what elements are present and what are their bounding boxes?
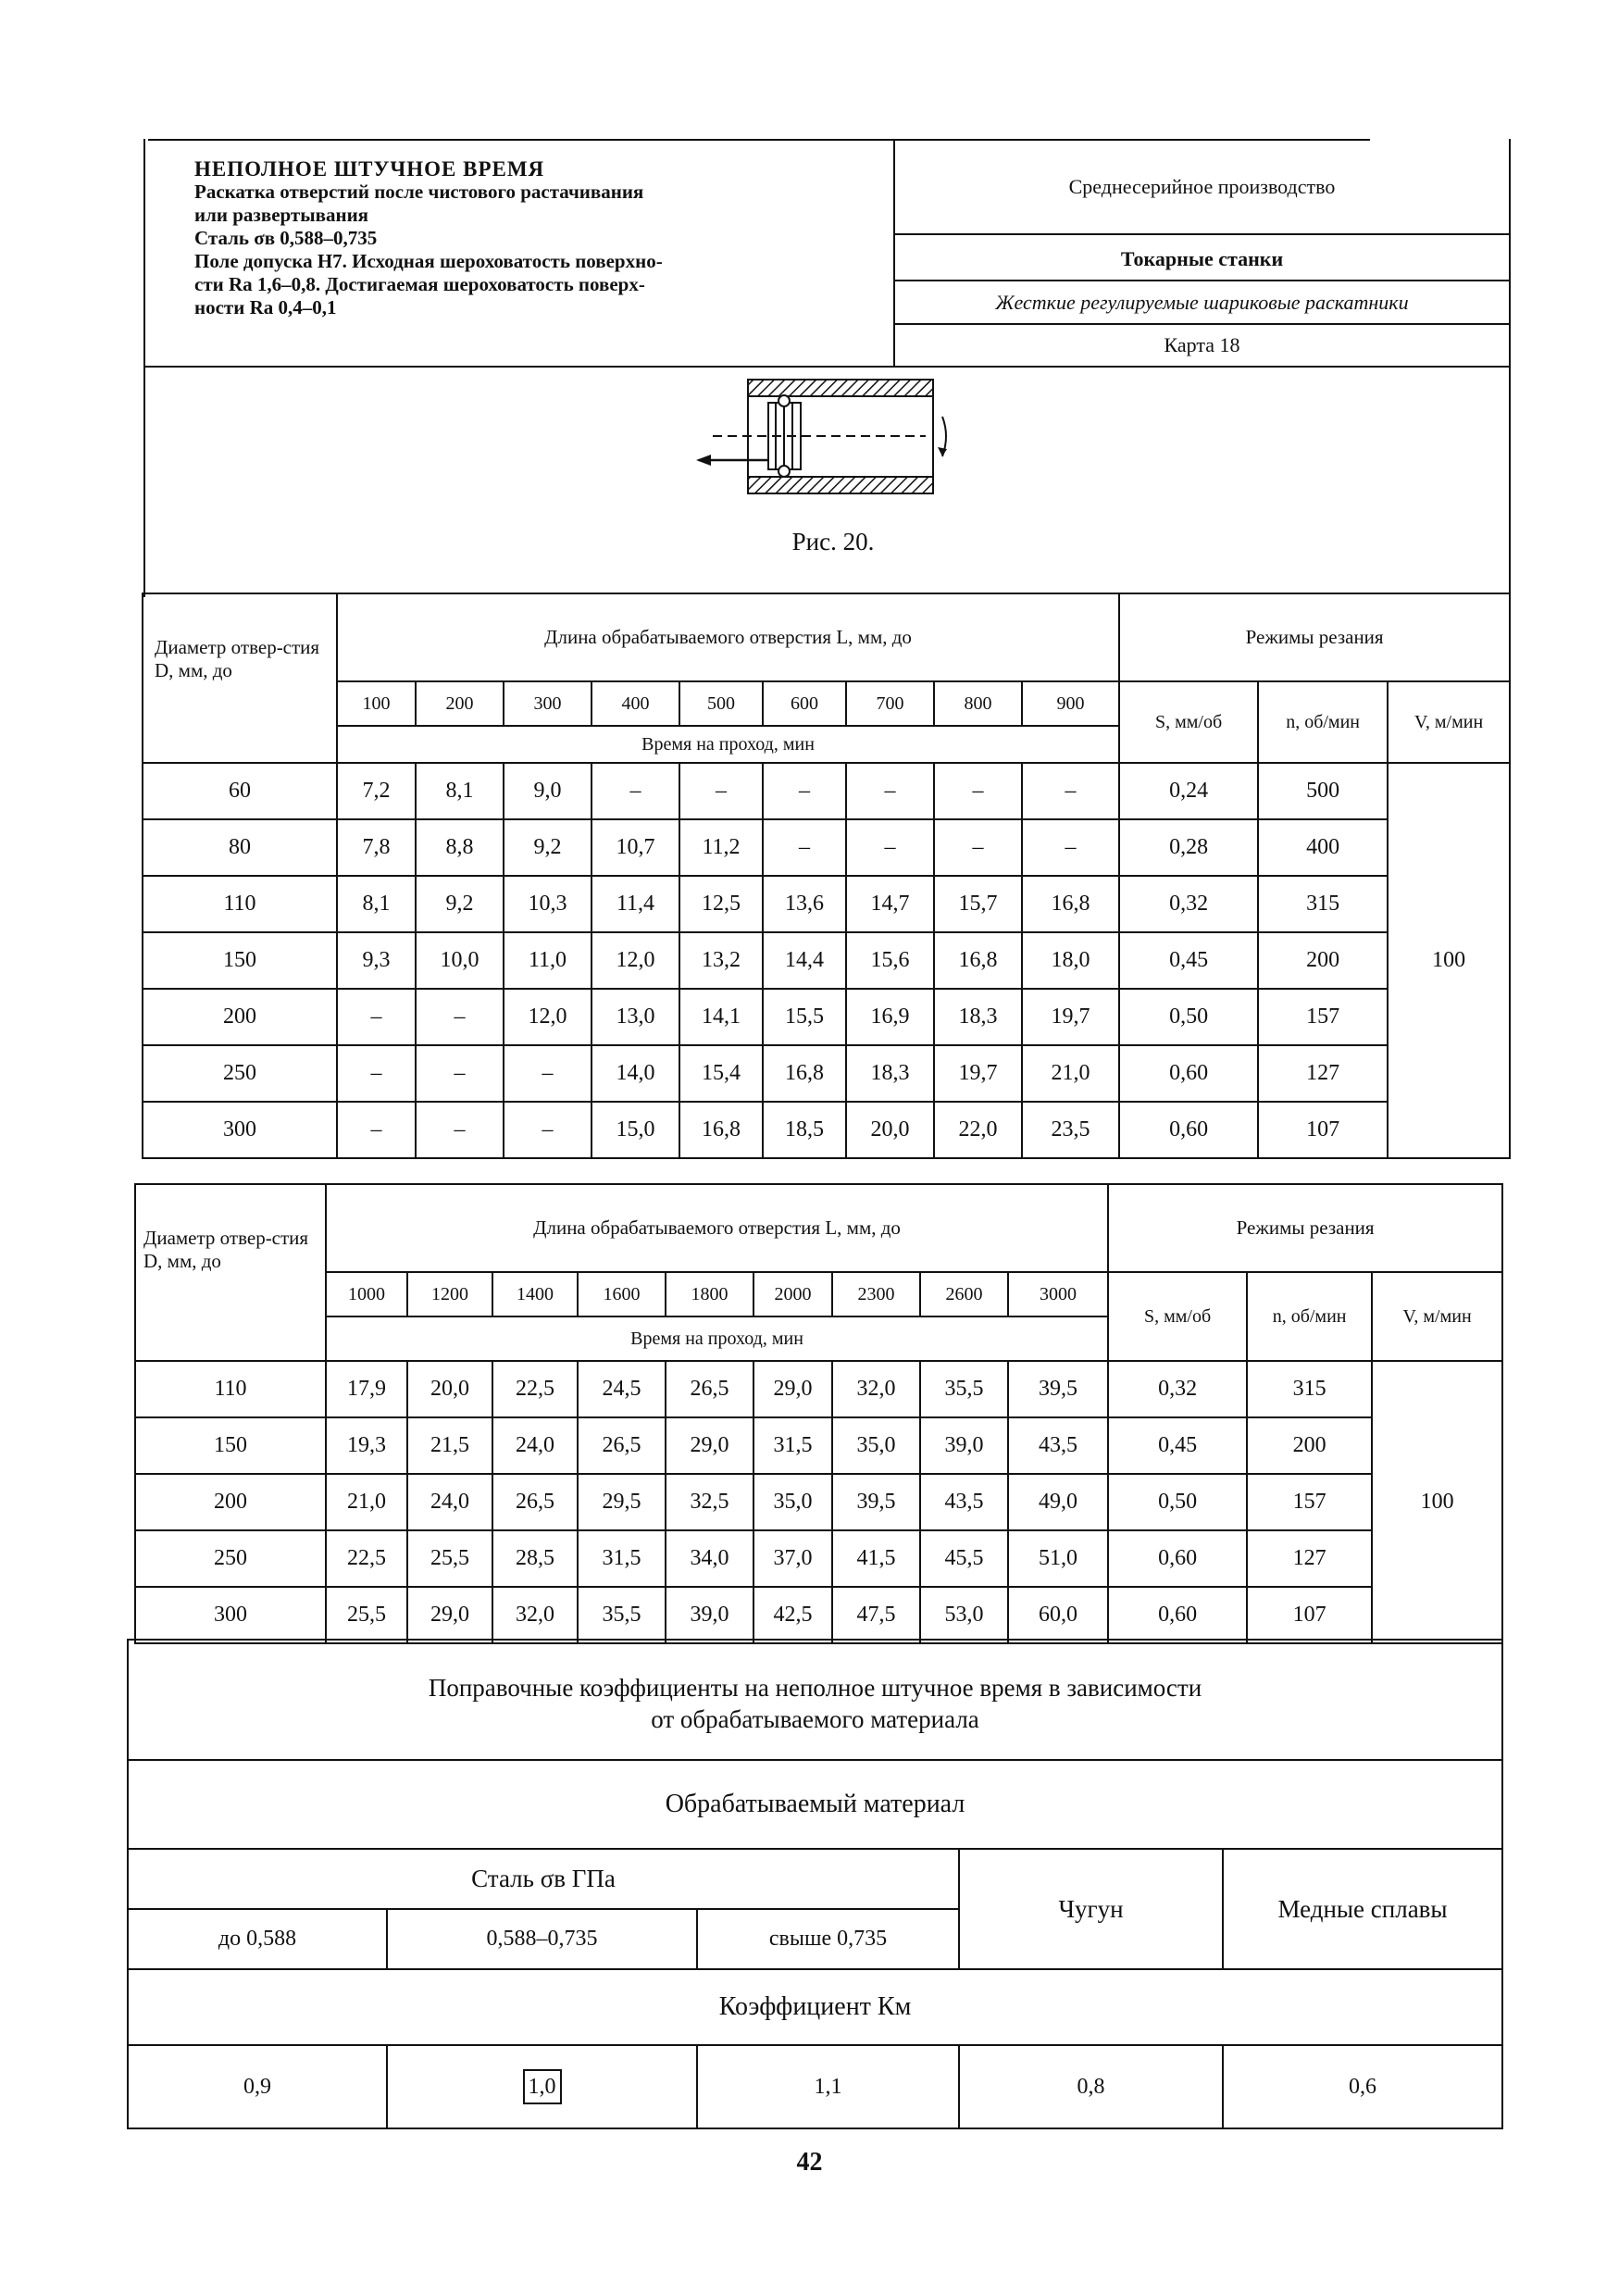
time-cell: 7,2 [337,763,416,819]
speed-cell: 315 [1258,876,1388,932]
time-cell: 13,6 [763,876,846,932]
table-row [135,1530,1502,1587]
time-cell: – [416,1102,504,1158]
velocity-col-header: V, м/мин [1388,681,1510,763]
steel-col: свыше 0,735 [697,1909,959,1969]
table-row [143,763,1510,819]
speed-cell: 127 [1258,1045,1388,1102]
diameter-cell: 150 [143,932,337,989]
correction-title [128,1640,1502,1760]
speed-cell: 107 [1247,1587,1372,1643]
time-cell: – [416,989,504,1045]
length-col: 2600 [920,1272,1008,1316]
time-cell: 53,0 [920,1587,1008,1643]
time-cell: 14,7 [846,876,934,932]
table-row [135,1587,1502,1643]
time-cell: 12,0 [504,989,592,1045]
time-cell: 10,0 [416,932,504,989]
time-cell: 15,4 [679,1045,763,1102]
diameter-cell: 80 [143,819,337,876]
diameter-cell: 300 [143,1102,337,1158]
time-cell: 18,0 [1022,932,1119,989]
length-col: 600 [763,681,846,726]
speed-cell: 107 [1258,1102,1388,1158]
steel-header: Сталь σв ГПа [128,1849,959,1909]
time-cell: 39,5 [1008,1361,1108,1417]
time-cell: 29,0 [753,1361,832,1417]
time-cell: 19,7 [1022,989,1119,1045]
speed-cell: 127 [1247,1530,1372,1587]
coefficient-value: 0,9 [128,2045,387,2128]
copper-alloys-header: Медные сплавы [1223,1849,1502,1969]
speed-cell: 157 [1247,1474,1372,1530]
machines-text: Токарные станки [1120,247,1284,270]
diameter-cell: 250 [143,1045,337,1102]
table-row [143,1045,1510,1102]
cast-iron-header: Чугун [959,1849,1223,1969]
header-line: Сталь σв 0,588–0,735 [194,227,378,249]
length-row [135,1272,1502,1316]
length-col: 1600 [578,1272,666,1316]
time-cell: 37,0 [753,1530,832,1587]
coefficient-header: Коэффициент Км [128,1969,1502,2045]
time-cell: 32,0 [492,1587,578,1643]
length-col: 700 [846,681,934,726]
time-cell: 9,2 [504,819,592,876]
speed-cell: 315 [1247,1361,1372,1417]
correction-title-line2: от обрабатываемого материала [651,1705,979,1733]
time-cell: – [846,819,934,876]
time-cell: 16,8 [763,1045,846,1102]
figure-caption [694,528,972,556]
time-cell: 32,5 [666,1474,753,1530]
diameter-cell: 300 [135,1587,326,1643]
feed-cell: 0,60 [1108,1587,1247,1643]
length-col: 3000 [1008,1272,1108,1316]
header-bottom-rule [143,366,1511,368]
page-number: 42 [796,2148,823,2177]
length-col: 2000 [753,1272,832,1316]
time-cell: 23,5 [1022,1102,1119,1158]
table-row [143,932,1510,989]
time-table-short-body [143,763,1510,1158]
time-cell: – [846,763,934,819]
length-row [143,681,1510,726]
diameter-cell: 200 [135,1474,326,1530]
steel-col: 0,588–0,735 [387,1909,697,1969]
coefficient-value: 0,8 [959,2045,1223,2128]
time-cell: 31,5 [578,1530,666,1587]
feed-col-header: S, мм/об [1119,681,1258,763]
figure-20 [694,375,972,505]
time-cell: 35,0 [832,1417,920,1474]
time-cell: 19,7 [934,1045,1022,1102]
time-cell: 11,2 [679,819,763,876]
time-cell: 18,3 [846,1045,934,1102]
time-cell: 24,0 [492,1417,578,1474]
time-cell: 9,0 [504,763,592,819]
table-row [135,1417,1502,1474]
time-cell: 8,1 [416,763,504,819]
header-line: Поле допуска Н7. Исходная шероховатость поверхно- [194,250,663,272]
time-cell: 14,1 [679,989,763,1045]
correction-title-line1: Поправочные коэффициенты на неполное штучное время в зависимости [428,1674,1202,1702]
time-cell: 10,3 [504,876,592,932]
time-cell: 26,5 [492,1474,578,1530]
time-cell: 22,5 [326,1530,407,1587]
velocity-cell: 100 [1372,1361,1502,1643]
time-cell: 18,3 [934,989,1022,1045]
roller-tool-drawing [694,375,972,505]
time-cell: 31,5 [753,1417,832,1474]
length-col: 1200 [407,1272,492,1316]
time-cell: 12,5 [679,876,763,932]
time-cell: 13,2 [679,932,763,989]
production-text: Среднесерийное производство [1068,175,1336,198]
time-cell: 39,5 [832,1474,920,1530]
time-cell: 60,0 [1008,1587,1108,1643]
speed-cell: 200 [1247,1417,1372,1474]
time-cell: 14,4 [763,932,846,989]
header-line: Раскатка отверстий после чистового растачивания [194,181,644,203]
table-row [143,876,1510,932]
time-cell: 21,0 [326,1474,407,1530]
time-cell: 24,5 [578,1361,666,1417]
length-col: 1400 [492,1272,578,1316]
figure-caption-text: Рис. 20. [791,528,875,555]
time-cell: – [337,1102,416,1158]
feed-cell: 0,32 [1108,1361,1247,1417]
time-cell: – [763,763,846,819]
speed-col-header: n, об/мин [1247,1272,1372,1361]
card-text: Карта 18 [1164,333,1240,356]
time-cell: 32,0 [832,1361,920,1417]
time-cell: – [763,819,846,876]
time-cell: 15,0 [592,1102,679,1158]
time-cell: 29,0 [666,1417,753,1474]
length-col: 500 [679,681,763,726]
time-cell: 12,0 [592,932,679,989]
table-row [135,1361,1502,1417]
card-number [895,323,1509,366]
time-cell: – [337,989,416,1045]
time-cell: – [1022,819,1119,876]
time-cell: 25,5 [326,1587,407,1643]
header-info [893,141,1509,366]
time-cell: 14,0 [592,1045,679,1102]
time-cell: 15,6 [846,932,934,989]
diameter-header: Диаметр отвер-стия D, мм, до [135,1184,326,1361]
time-cell: 11,0 [504,932,592,989]
time-cell: 35,0 [753,1474,832,1530]
length-col: 400 [592,681,679,726]
length-col: 1800 [666,1272,753,1316]
velocity-cell: 100 [1388,763,1510,1158]
time-cell: 11,4 [592,876,679,932]
modes-header: Режимы резания [1108,1184,1502,1272]
length-col: 300 [504,681,592,726]
feed-cell: 0,32 [1119,876,1258,932]
feed-cell: 0,50 [1108,1474,1247,1530]
highlighted-value: 1,0 [523,2069,562,2104]
speed-cell: 157 [1258,989,1388,1045]
table-row [143,819,1510,876]
steel-col: до 0,588 [128,1909,387,1969]
time-cell: 22,5 [492,1361,578,1417]
time-cell: 15,5 [763,989,846,1045]
time-cell: – [934,763,1022,819]
time-cell: 20,0 [846,1102,934,1158]
header-line: ности Ra 0,4–0,1 [194,296,337,318]
production-type [895,141,1509,235]
correction-table [127,1639,1503,2129]
length-header: Длина обрабатываемого отверстия L, мм, до [326,1184,1108,1272]
time-cell: 34,0 [666,1530,753,1587]
coefficient-value: 0,6 [1223,2045,1502,2128]
time-header: Время на проход, мин [326,1316,1108,1361]
time-cell: 7,8 [337,819,416,876]
feed-cell: 0,50 [1119,989,1258,1045]
time-cell: 9,2 [416,876,504,932]
time-cell: 8,8 [416,819,504,876]
time-cell: 16,9 [846,989,934,1045]
speed-cell: 500 [1258,763,1388,819]
length-col: 1000 [326,1272,407,1316]
diameter-cell: 110 [143,876,337,932]
time-cell: 47,5 [832,1587,920,1643]
time-cell: 41,5 [832,1530,920,1587]
time-cell: 26,5 [578,1417,666,1474]
time-table-short [142,593,1511,1159]
time-cell: 51,0 [1008,1530,1108,1587]
length-col: 2300 [832,1272,920,1316]
time-cell: 39,0 [920,1417,1008,1474]
time-cell: 16,8 [1022,876,1119,932]
time-cell: 16,8 [679,1102,763,1158]
time-cell: 29,5 [578,1474,666,1530]
speed-cell: 400 [1258,819,1388,876]
time-header: Время на проход, мин [337,726,1119,763]
feed-col-header: S, мм/об [1108,1272,1247,1361]
time-cell: 20,0 [407,1361,492,1417]
material-header: Обрабатываемый материал [128,1760,1502,1849]
time-cell: – [416,1045,504,1102]
machine-type [895,233,1509,281]
time-cell: – [504,1045,592,1102]
time-cell: 35,5 [578,1587,666,1643]
tool-text: Жесткие регулируемые шариковые раскатники [995,291,1409,314]
time-cell: 16,8 [934,932,1022,989]
table-row [143,1102,1510,1158]
time-cell: – [679,763,763,819]
outer-right-rule [1509,139,1511,597]
time-cell: 28,5 [492,1530,578,1587]
diameter-cell: 150 [135,1417,326,1474]
diameter-cell: 200 [143,989,337,1045]
header-description [143,141,893,363]
tool-type [895,280,1509,325]
coefficient-value-selected [387,2045,697,2128]
feed-cell: 0,60 [1108,1530,1247,1587]
speed-col-header: n, об/мин [1258,681,1388,763]
time-cell: 19,3 [326,1417,407,1474]
time-cell: 21,5 [407,1417,492,1474]
time-cell: 49,0 [1008,1474,1108,1530]
time-cell: 39,0 [666,1587,753,1643]
time-cell: 42,5 [753,1587,832,1643]
time-cell: 21,0 [1022,1045,1119,1102]
time-cell: 26,5 [666,1361,753,1417]
length-header: Длина обрабатываемого отверстия L, мм, до [337,593,1119,681]
time-cell: 9,3 [337,932,416,989]
feed-cell: 0,60 [1119,1102,1258,1158]
time-cell: 22,0 [934,1102,1022,1158]
time-cell: 43,5 [920,1474,1008,1530]
header-title: НЕПОЛНОЕ ШТУЧНОЕ ВРЕМЯ [194,157,545,181]
time-cell: 45,5 [920,1530,1008,1587]
feed-cell: 0,60 [1119,1045,1258,1102]
time-cell: 15,7 [934,876,1022,932]
feed-cell: 0,24 [1119,763,1258,819]
time-cell: 35,5 [920,1361,1008,1417]
time-cell: 13,0 [592,989,679,1045]
header-line: или развертывания [194,204,369,226]
time-cell: – [504,1102,592,1158]
modes-header: Режимы резания [1119,593,1510,681]
diameter-cell: 60 [143,763,337,819]
coefficient-value: 1,1 [697,2045,959,2128]
feed-cell: 0,45 [1119,932,1258,989]
time-cell: – [592,763,679,819]
table-row [143,989,1510,1045]
feed-cell: 0,28 [1119,819,1258,876]
time-cell: 10,7 [592,819,679,876]
time-cell: – [337,1045,416,1102]
diameter-cell: 110 [135,1361,326,1417]
time-table-long-body [135,1361,1502,1643]
time-cell: – [934,819,1022,876]
velocity-col-header: V, м/мин [1372,1272,1502,1361]
length-col: 900 [1022,681,1119,726]
time-cell: 8,1 [337,876,416,932]
time-cell: 29,0 [407,1587,492,1643]
time-cell: 17,9 [326,1361,407,1417]
diameter-header: Диаметр отвер-стия D, мм, до [143,593,337,763]
length-col: 100 [337,681,416,726]
diameter-cell: 250 [135,1530,326,1587]
table-row [135,1474,1502,1530]
speed-cell: 200 [1258,932,1388,989]
time-cell: 18,5 [763,1102,846,1158]
feed-cell: 0,45 [1108,1417,1247,1474]
time-cell: – [1022,763,1119,819]
time-cell: 43,5 [1008,1417,1108,1474]
length-col: 800 [934,681,1022,726]
time-table-long [134,1183,1503,1644]
time-cell: 25,5 [407,1530,492,1587]
length-col: 200 [416,681,504,726]
header-line: сти Ra 1,6–0,8. Достигаемая шероховатость поверх- [194,273,645,295]
time-cell: 24,0 [407,1474,492,1530]
